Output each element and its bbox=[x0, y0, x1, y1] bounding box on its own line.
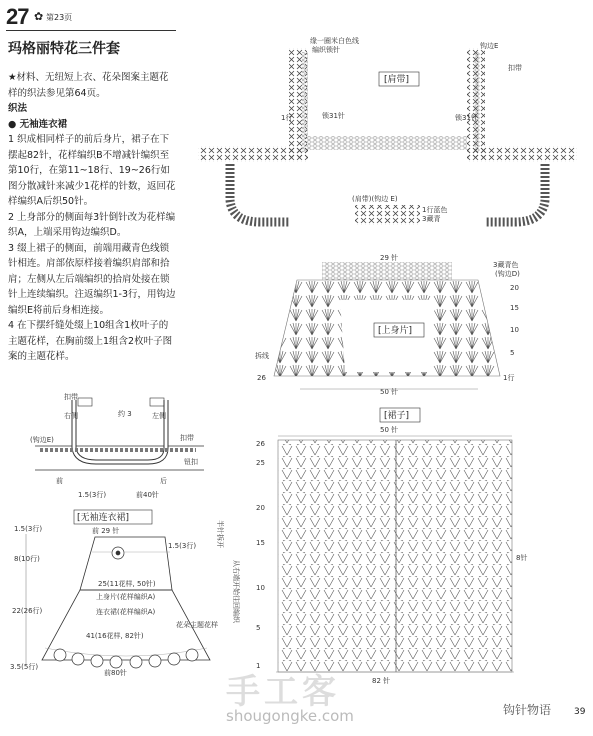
upper-row-26: 26 bbox=[257, 374, 266, 382]
shoulder-note-i: (肩带)(钩边 E) bbox=[352, 195, 398, 203]
shoulder-note-b: 编织锁针 bbox=[312, 46, 340, 54]
skirt-row-15: 15 bbox=[256, 539, 265, 547]
page-title: 玛格丽特花三件套 bbox=[8, 41, 120, 57]
step-3: 3 缀上裙子的侧面，前端用藏青色线锁针相连。肩部依原样接着编织肩部和拾肩；左侧从左后端编织的拾肩处接在锁针上连续编织。注返编织1-3行，用钩边编织E将前后身相连接。 bbox=[8, 242, 176, 316]
skirt-row-5: 5 bbox=[256, 624, 261, 632]
watermark-site: shougongke.com bbox=[226, 707, 354, 725]
page-number: 39 bbox=[574, 707, 586, 717]
upper-top-stitches: 29 针 bbox=[380, 254, 399, 262]
upper-row-20: 20 bbox=[510, 284, 519, 292]
method-heading: 织法 bbox=[8, 103, 28, 114]
section-heading: ● 无袖连衣裙 bbox=[8, 118, 68, 130]
skirt-row-10: 10 bbox=[256, 584, 265, 592]
upper-row-5: 5 bbox=[510, 349, 515, 357]
strap-note-e: (钩边E) bbox=[30, 436, 54, 444]
strap-note-k: 钮扣 bbox=[184, 458, 198, 466]
dress-band-6: 前80针 bbox=[104, 669, 127, 677]
brand-label: 钩针物语 bbox=[503, 703, 552, 717]
dress-band-3: 连衣裙(花样编织A) bbox=[96, 608, 156, 616]
materials-note: ★材料、无纽短上衣、花朵图案主题花样的织法参见第64页。 bbox=[8, 72, 169, 99]
step-1: 1 织成相同样子的前后身片，裙子在下摆起82针，花样编织B不增减针编织至第10行，在第11~18行、19~26行如图分散减针来减少1花样的针数，返回花样编织A后织50针。 bbox=[8, 134, 176, 207]
shoulder-note-h: 3藏青 bbox=[422, 215, 441, 223]
skirt-chart bbox=[216, 408, 527, 685]
shoulder-note-e: 扣带 bbox=[508, 64, 522, 72]
dress-dim-l4: 3.5(5行) bbox=[10, 663, 39, 671]
skirt-row-25: 25 bbox=[256, 459, 265, 467]
skirt-side-note: 从右端开始往回编织 bbox=[232, 560, 240, 623]
skirt-mid-note: 半针拆开 bbox=[216, 520, 224, 548]
skirt-box-label: [裙子] bbox=[384, 411, 410, 421]
page-reference: 第23页 bbox=[46, 13, 73, 22]
upper-row-15: 15 bbox=[510, 304, 519, 312]
step-4: 4 在下摆纤缝处缀上10组含1枚叶子的主题花样，在胸前缀上1组含2枚叶子图案的主题花样。 bbox=[8, 320, 173, 362]
shoulder-note-g: 1行蓝色 bbox=[422, 206, 448, 214]
upper-note-r3: 1行 bbox=[503, 374, 515, 382]
dress-band-2: 上身片(花样编织A) bbox=[96, 593, 156, 601]
upper-note-r1: 3藏青色 bbox=[493, 261, 519, 269]
dress-dim-r1: 1.5(3行) bbox=[168, 542, 197, 550]
shoulder-note-d: 锁31针 bbox=[322, 112, 345, 120]
shoulder-note-j: 钩边E bbox=[480, 42, 499, 50]
dress-band-1: 25(11花样, 50针) bbox=[98, 580, 156, 588]
skirt-side-count: 8针 bbox=[516, 554, 528, 562]
strap-note-h: 前 bbox=[56, 477, 63, 485]
shoulder-strap-box-label: [肩带] bbox=[384, 75, 410, 85]
strap-schematic bbox=[30, 392, 204, 499]
strap-note-i: 后 bbox=[160, 477, 167, 485]
strap-note-a: 扣带 bbox=[64, 393, 78, 401]
pattern-number: 27 bbox=[6, 4, 29, 29]
skirt-row-20: 20 bbox=[256, 504, 265, 512]
dress-box-label: [无袖连衣裙] bbox=[77, 513, 130, 523]
shoulder-strap-chart bbox=[198, 36, 577, 225]
strap-note-g: 1.5(3行) bbox=[78, 491, 107, 499]
upper-body-box-label: [上身片] bbox=[378, 326, 413, 336]
skirt-bottom-stitches: 82 针 bbox=[372, 677, 391, 685]
skirt-top-stitches: 50 针 bbox=[380, 426, 399, 434]
dress-top-label: 前 29 针 bbox=[92, 527, 120, 535]
upper-note-r2: (钩边D) bbox=[495, 270, 520, 278]
shoulder-note-a: 缘一圈米白色线 bbox=[310, 37, 359, 45]
step-2: 2 上身部分的侧面每3针倒针改为花样编织A，上端采用钩边编织D。 bbox=[8, 211, 176, 238]
strap-note-f: 扣带 bbox=[180, 434, 194, 442]
upper-bottom-stitches: 50 针 bbox=[380, 388, 399, 396]
skirt-row-1: 1 bbox=[256, 662, 261, 670]
dress-dim-l3: 22(26行) bbox=[12, 607, 43, 615]
watermark-logo: 手工客 bbox=[226, 672, 340, 712]
strap-note-b: 右侧 bbox=[64, 412, 78, 420]
upper-body-chart bbox=[255, 253, 520, 396]
strap-note-c: 左侧 bbox=[152, 412, 166, 420]
dress-band-5: 41(16花样, 82针) bbox=[86, 632, 144, 640]
shoulder-note-c: 1行 bbox=[281, 114, 293, 122]
skirt-row-26: 26 bbox=[256, 440, 265, 448]
dress-band-4: 花朵主题花样 bbox=[176, 621, 218, 629]
strap-note-j: 前40针 bbox=[136, 491, 159, 499]
upper-note-l1: 拆线 bbox=[255, 352, 269, 360]
strap-note-d: 约 3 bbox=[118, 410, 132, 418]
dress-dim-l1: 1.5(3行) bbox=[14, 525, 43, 533]
upper-row-10: 10 bbox=[510, 326, 519, 334]
flower-icon: ✿ bbox=[34, 10, 44, 23]
dress-dim-l2: 8(10行) bbox=[14, 555, 40, 563]
dress-schematic bbox=[10, 510, 218, 677]
shoulder-note-f: 锁31针 bbox=[455, 114, 478, 122]
